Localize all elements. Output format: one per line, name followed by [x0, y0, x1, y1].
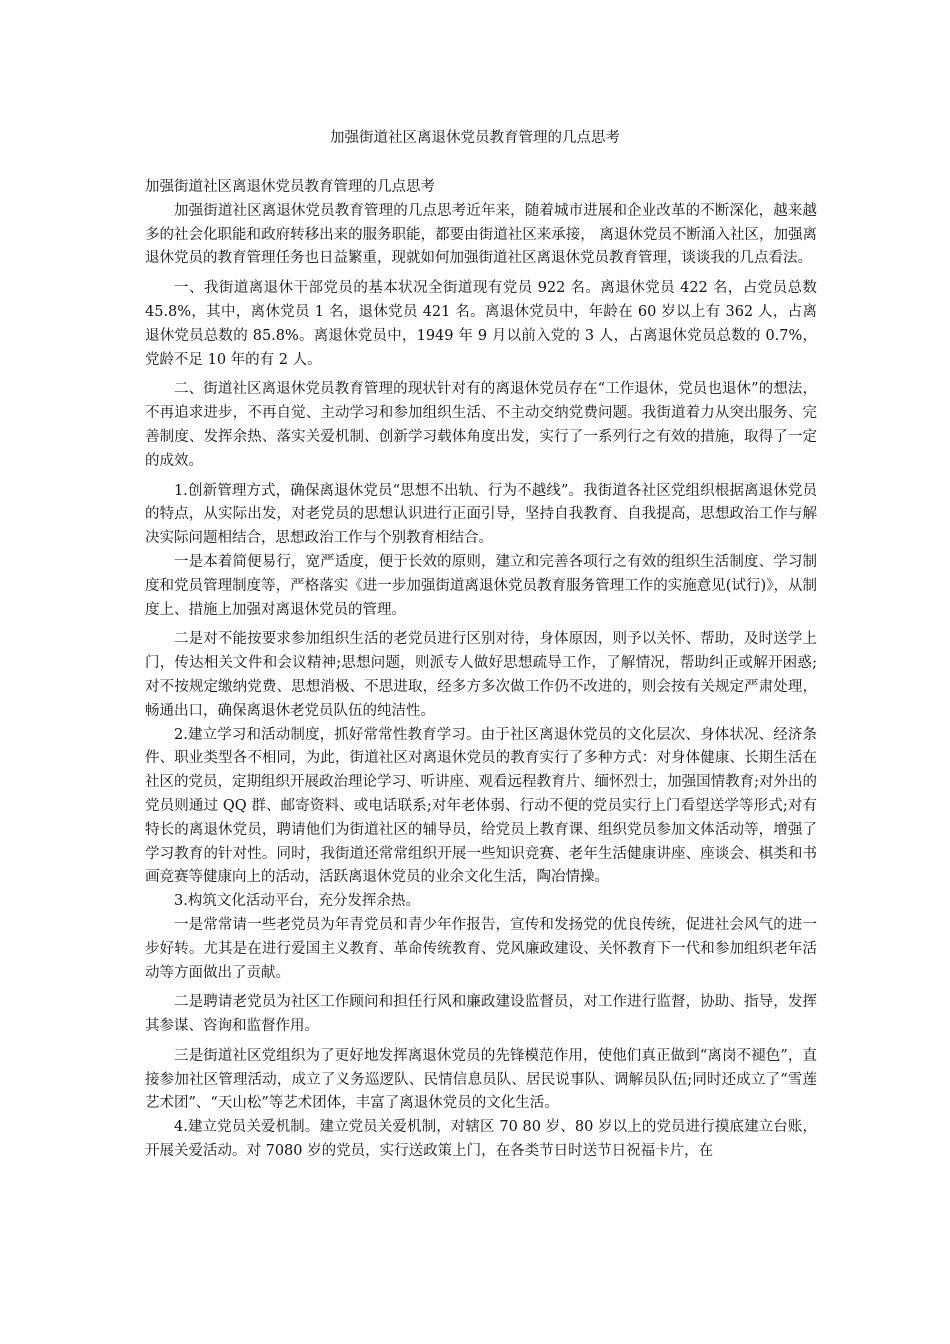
- paragraph-item-3-point-1: 一是常常请一些老党员为年青党员和青少年作报告，宣传和发扬党的优良传统，促进社会风气的进一步好转。尤其是在进行爱国主义教育、革命传统教育、党风廉政建设、关怀教育下一代和参加组织老年活动等方面做出了贡献。: [145, 916, 817, 981]
- document-subtitle: 加强街道社区离退休党员教育管理的几点思考: [145, 179, 435, 195]
- paragraph-item-1-point-2: 二是对不能按要求参加组织生活的老党员进行区别对待，身体原因，则予以关怀、帮助，及时送学上门，传达相关文件和会议精神;思想问题，则派专人做好思想疏导工作，了解情况，帮助纠正或解开困惑;对不按规定缴纳党费、思想消极、不思进取，经多方多次做工作仍不改进的，则会按有关规定严肃处理，畅通出口，确保离退休老党员队伍的纯洁性。: [145, 631, 817, 719]
- paragraph-item-1: 1.创新管理方式，确保离退休党员“思想不出轨、行为不越线”。我街道各社区党组织根据离退休党员的特点，从实际出发，对老党员的思想认识进行正面引导，坚持自我教育、自我提高，思想政治工作与解决实际问题相结合，思想政治工作与个别教育相结合。: [145, 482, 817, 547]
- paragraph-intro: 加强街道社区离退休党员教育管理的几点思考近年来，随着城市进展和企业改革的不断深化，越来越多的社会化职能和政府转移出来的服务职能，都要由街道社区来承接， 离退休党员不断涌入社区，加强离退休党员的教育管理任务也日益繁重，现就如何加强街道社区离退休党员教育管理，谈谈我的几点看法。: [145, 202, 817, 267]
- paragraph-item-2: 2.建立学习和活动制度，抓好常常性教育学习。由于社区离退休党员的文化层次、身体状况、经济条件、职业类型各不相同，为此，街道社区对离退休党员的教育实行了多种方式：对身体健康、长期生活在社区的党员，定期组织开展政治理论学习、听讲座、观看远程教育片、缅怀烈士，加强国情教育;对外出的党员则通过 QQ 群、邮寄资料、或电话联系;对年老体弱、行动不便的党员实行上门看望送学等形式;对有特长的离退休党员，聘请他们为街道社区的辅导员，给党员上教育课、组织党员参加文体活动等，增强了学习教育的针对性。同时，我街道还常常组织开展一些知识竞赛、老年生活健康讲座、座谈会、棋类和书画竞赛等健康向上的活动，活跃离退休党员的业余文化生活，陶冶情操。: [145, 726, 817, 886]
- document-title: 加强街道社区离退休党员教育管理的几点思考: [330, 130, 620, 146]
- paragraph-item-4: 4.建立党员关爱机制。建立党员关爱机制，对辖区 70 80 岁、80 岁以上的党员进行摸底建立台账，开展关爱活动。对 7080 岁的党员，实行送政策上门，在各类节日时送节日祝福卡片，在: [145, 1119, 817, 1160]
- paragraph-section-1: 一、我街道离退休干部党员的基本状况全街道现有党员 922 名。离退休党员 422 名，占党员总数 45.8%，其中，离休党员 1 名，退休党员 421 名。离退休党员中，年龄在 60 岁以上有 362 人，占离退休党员总数的 85.8%。离退休党员中，1949 年 9 月以前入党的 3 人，占离退休党员总数的 0.7%，党龄不足 10 年的有 2 人。: [145, 280, 817, 368]
- paragraph-item-3: 3.构筑文化活动平台，充分发挥余热。: [174, 893, 420, 910]
- paragraph-item-3-point-2: 二是聘请老党员为社区工作顾问和担任行风和廉政建设监督员，对工作进行监督，协助、指导，发挥其参谋、咨询和监督作用。: [145, 994, 817, 1035]
- paragraph-item-3-point-3: 三是街道社区党组织为了更好地发挥离退休党员的先锋模范作用，使他们真正做到“离岗不褪色”，直接参加社区管理活动，成立了义务巡逻队、民情信息员队、居民说事队、调解员队伍;同时还成立了“雪莲艺术团”、“天山松”等艺术团体，丰富了离退休党员的文化生活。: [145, 1047, 817, 1112]
- paragraph-section-2: 二、街道社区离退休党员教育管理的现状针对有的离退休党员存在“工作退休，党员也退休”的想法，不再追求进步，不再自觉、主动学习和参加组织生活、不主动交纳党费问题。我街道着力从突出服务、完善制度、发挥余热、落实关爱机制、创新学习载体角度出发，实行了一系列行之有效的措施，取得了一定的成效。: [145, 381, 817, 469]
- paragraph-item-1-point-1: 一是本着简便易行，宽严适度，便于长效的原则，建立和完善各项行之有效的组织生活制度、学习制度和党员管理制度等，严格落实《进一步加强街道离退休党员教育服务管理工作的实施意见(试行)》，从制度上、措施上加强对离退休党员的管理。: [145, 553, 817, 618]
- document-body: [145, 176, 817, 1164]
